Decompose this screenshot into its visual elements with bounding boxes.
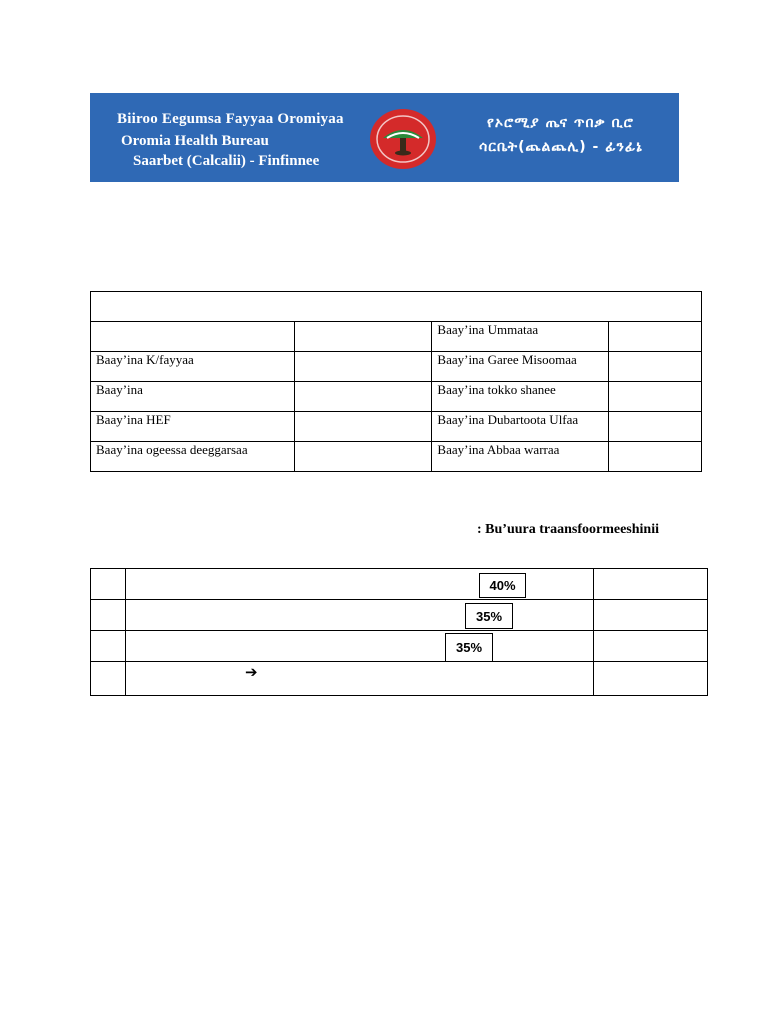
row-description-cell (125, 631, 593, 662)
arrow-right-icon: ➔ (245, 663, 258, 681)
row-value-cell (594, 662, 708, 696)
row-value-right (609, 352, 702, 382)
row-value-cell (594, 569, 708, 600)
row-value-left (294, 412, 432, 442)
row-label-left: Baay’ina HEF (91, 412, 295, 442)
row-label-left (91, 322, 295, 352)
transformation-subtitle: : Bu’uura traansfoormeeshinii (477, 522, 659, 537)
table-header-cell (91, 292, 702, 322)
row-label-right: Baay’ina Dubartoota Ulfaa (432, 412, 609, 442)
table-row (91, 382, 702, 412)
table-header-row (91, 292, 702, 322)
banner-oromo-title: Biiroo Eegumsa Fayyaa Oromiyaa (117, 111, 344, 127)
banner-location: Saarbet (Calcalii) - Finfinnee (133, 153, 320, 169)
header-banner (90, 93, 679, 182)
banner-english-title: Oromia Health Bureau (121, 133, 269, 149)
population-table (90, 291, 702, 472)
transformation-table (90, 568, 708, 696)
row-value-left (294, 322, 432, 352)
row-value-cell (594, 600, 708, 631)
row-value-right (609, 322, 702, 352)
table-row (91, 600, 708, 631)
table-row (91, 322, 702, 352)
percentage-box: 35% (445, 633, 493, 662)
row-value-right (609, 442, 702, 472)
row-value-right (609, 412, 702, 442)
banner-amharic-title: የኦሮሚያ ጤና ጥበቃ ቢሮ (487, 115, 634, 131)
row-number-cell (91, 600, 126, 631)
row-value-left (294, 442, 432, 472)
row-label-left: Baay’ina K/fayyaa (91, 352, 295, 382)
table-row (91, 631, 708, 662)
table-row (91, 352, 702, 382)
oromia-emblem-icon (369, 108, 437, 170)
table-row (91, 442, 702, 472)
table-row (91, 412, 702, 442)
row-description-cell (125, 600, 593, 631)
row-label-left: Baay’ina ogeessa deeggarsaa (91, 442, 295, 472)
row-label-right: Baay’ina tokko shanee (432, 382, 609, 412)
row-label-right: Baay’ina Abbaa warraa (432, 442, 609, 472)
row-number-cell (91, 631, 126, 662)
row-value-cell (594, 631, 708, 662)
row-description-cell (125, 662, 593, 696)
row-number-cell (91, 662, 126, 696)
row-value-right (609, 382, 702, 412)
row-label-right: Baay’ina Ummataa (432, 322, 609, 352)
row-value-left (294, 352, 432, 382)
table-row (91, 569, 708, 600)
percentage-box: 40% (479, 573, 526, 598)
row-label-right: Baay’ina Garee Misoomaa (432, 352, 609, 382)
row-label-left: Baay’ina (91, 382, 295, 412)
banner-amharic-location: ሳርቤት(ጨልጨሊ) - ፊንፊኔ (479, 139, 643, 155)
table-row (91, 662, 708, 696)
row-value-left (294, 382, 432, 412)
row-number-cell (91, 569, 126, 600)
percentage-box: 35% (465, 603, 513, 629)
